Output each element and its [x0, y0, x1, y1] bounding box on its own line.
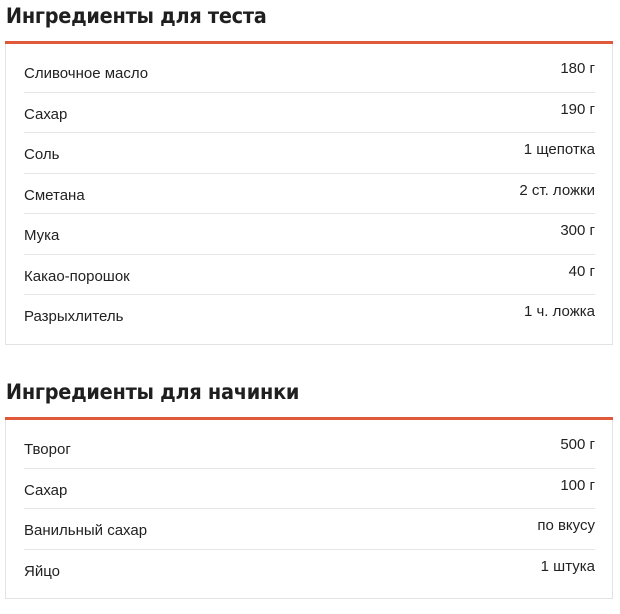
ingredient-row	[24, 469, 595, 510]
ingredient-row	[24, 509, 595, 550]
ingredient-name: Разрыхлитель	[24, 308, 124, 325]
ingredient-row	[24, 93, 595, 134]
ingredient-row	[24, 295, 595, 336]
ingredient-name: Творог	[24, 441, 71, 458]
ingredient-amount: 300 г	[560, 222, 595, 239]
ingredient-row	[24, 214, 595, 255]
ingredient-name: Сахар	[24, 481, 68, 499]
ingredient-name: Ванильный сахар	[24, 522, 148, 539]
ingredient-row	[24, 174, 595, 215]
filling-ingredients-section	[5, 378, 613, 599]
ingredient-list	[5, 420, 613, 599]
ingredient-amount: 1 ч. ложка	[523, 303, 595, 320]
ingredient-name: Сметана	[24, 186, 85, 204]
dough-ingredients-section	[5, 2, 613, 345]
ingredient-amount: 180 г	[560, 60, 595, 77]
ingredient-amount: 1 щепотка	[523, 141, 595, 158]
ingredient-amount: 40 г	[568, 262, 595, 280]
ingredient-list	[5, 44, 613, 345]
ingredient-row	[24, 550, 595, 591]
ingredient-row	[24, 428, 595, 469]
ingredient-name: Яйцо	[24, 562, 60, 580]
section-title: Ингредиенты для начинки	[5, 380, 300, 404]
ingredient-name: Мука	[24, 227, 60, 244]
ingredient-amount: 1 штука	[540, 557, 595, 575]
ingredient-amount: 100 г	[560, 476, 595, 494]
ingredient-name: Сливочное масло	[24, 65, 149, 82]
ingredient-amount: 190 г	[560, 100, 595, 118]
ingredient-name: Сахар	[24, 105, 68, 123]
ingredient-amount: по вкусу	[537, 517, 595, 534]
ingredient-amount: 2 ст. ложки	[519, 181, 595, 199]
ingredient-row	[24, 255, 595, 296]
ingredient-row	[24, 133, 595, 174]
ingredient-name: Соль	[24, 146, 60, 163]
ingredient-amount: 500 г	[560, 436, 595, 453]
ingredient-row	[24, 52, 595, 93]
ingredient-name: Какао-порошок	[24, 267, 130, 285]
section-title: Ингредиенты для теста	[5, 4, 267, 28]
